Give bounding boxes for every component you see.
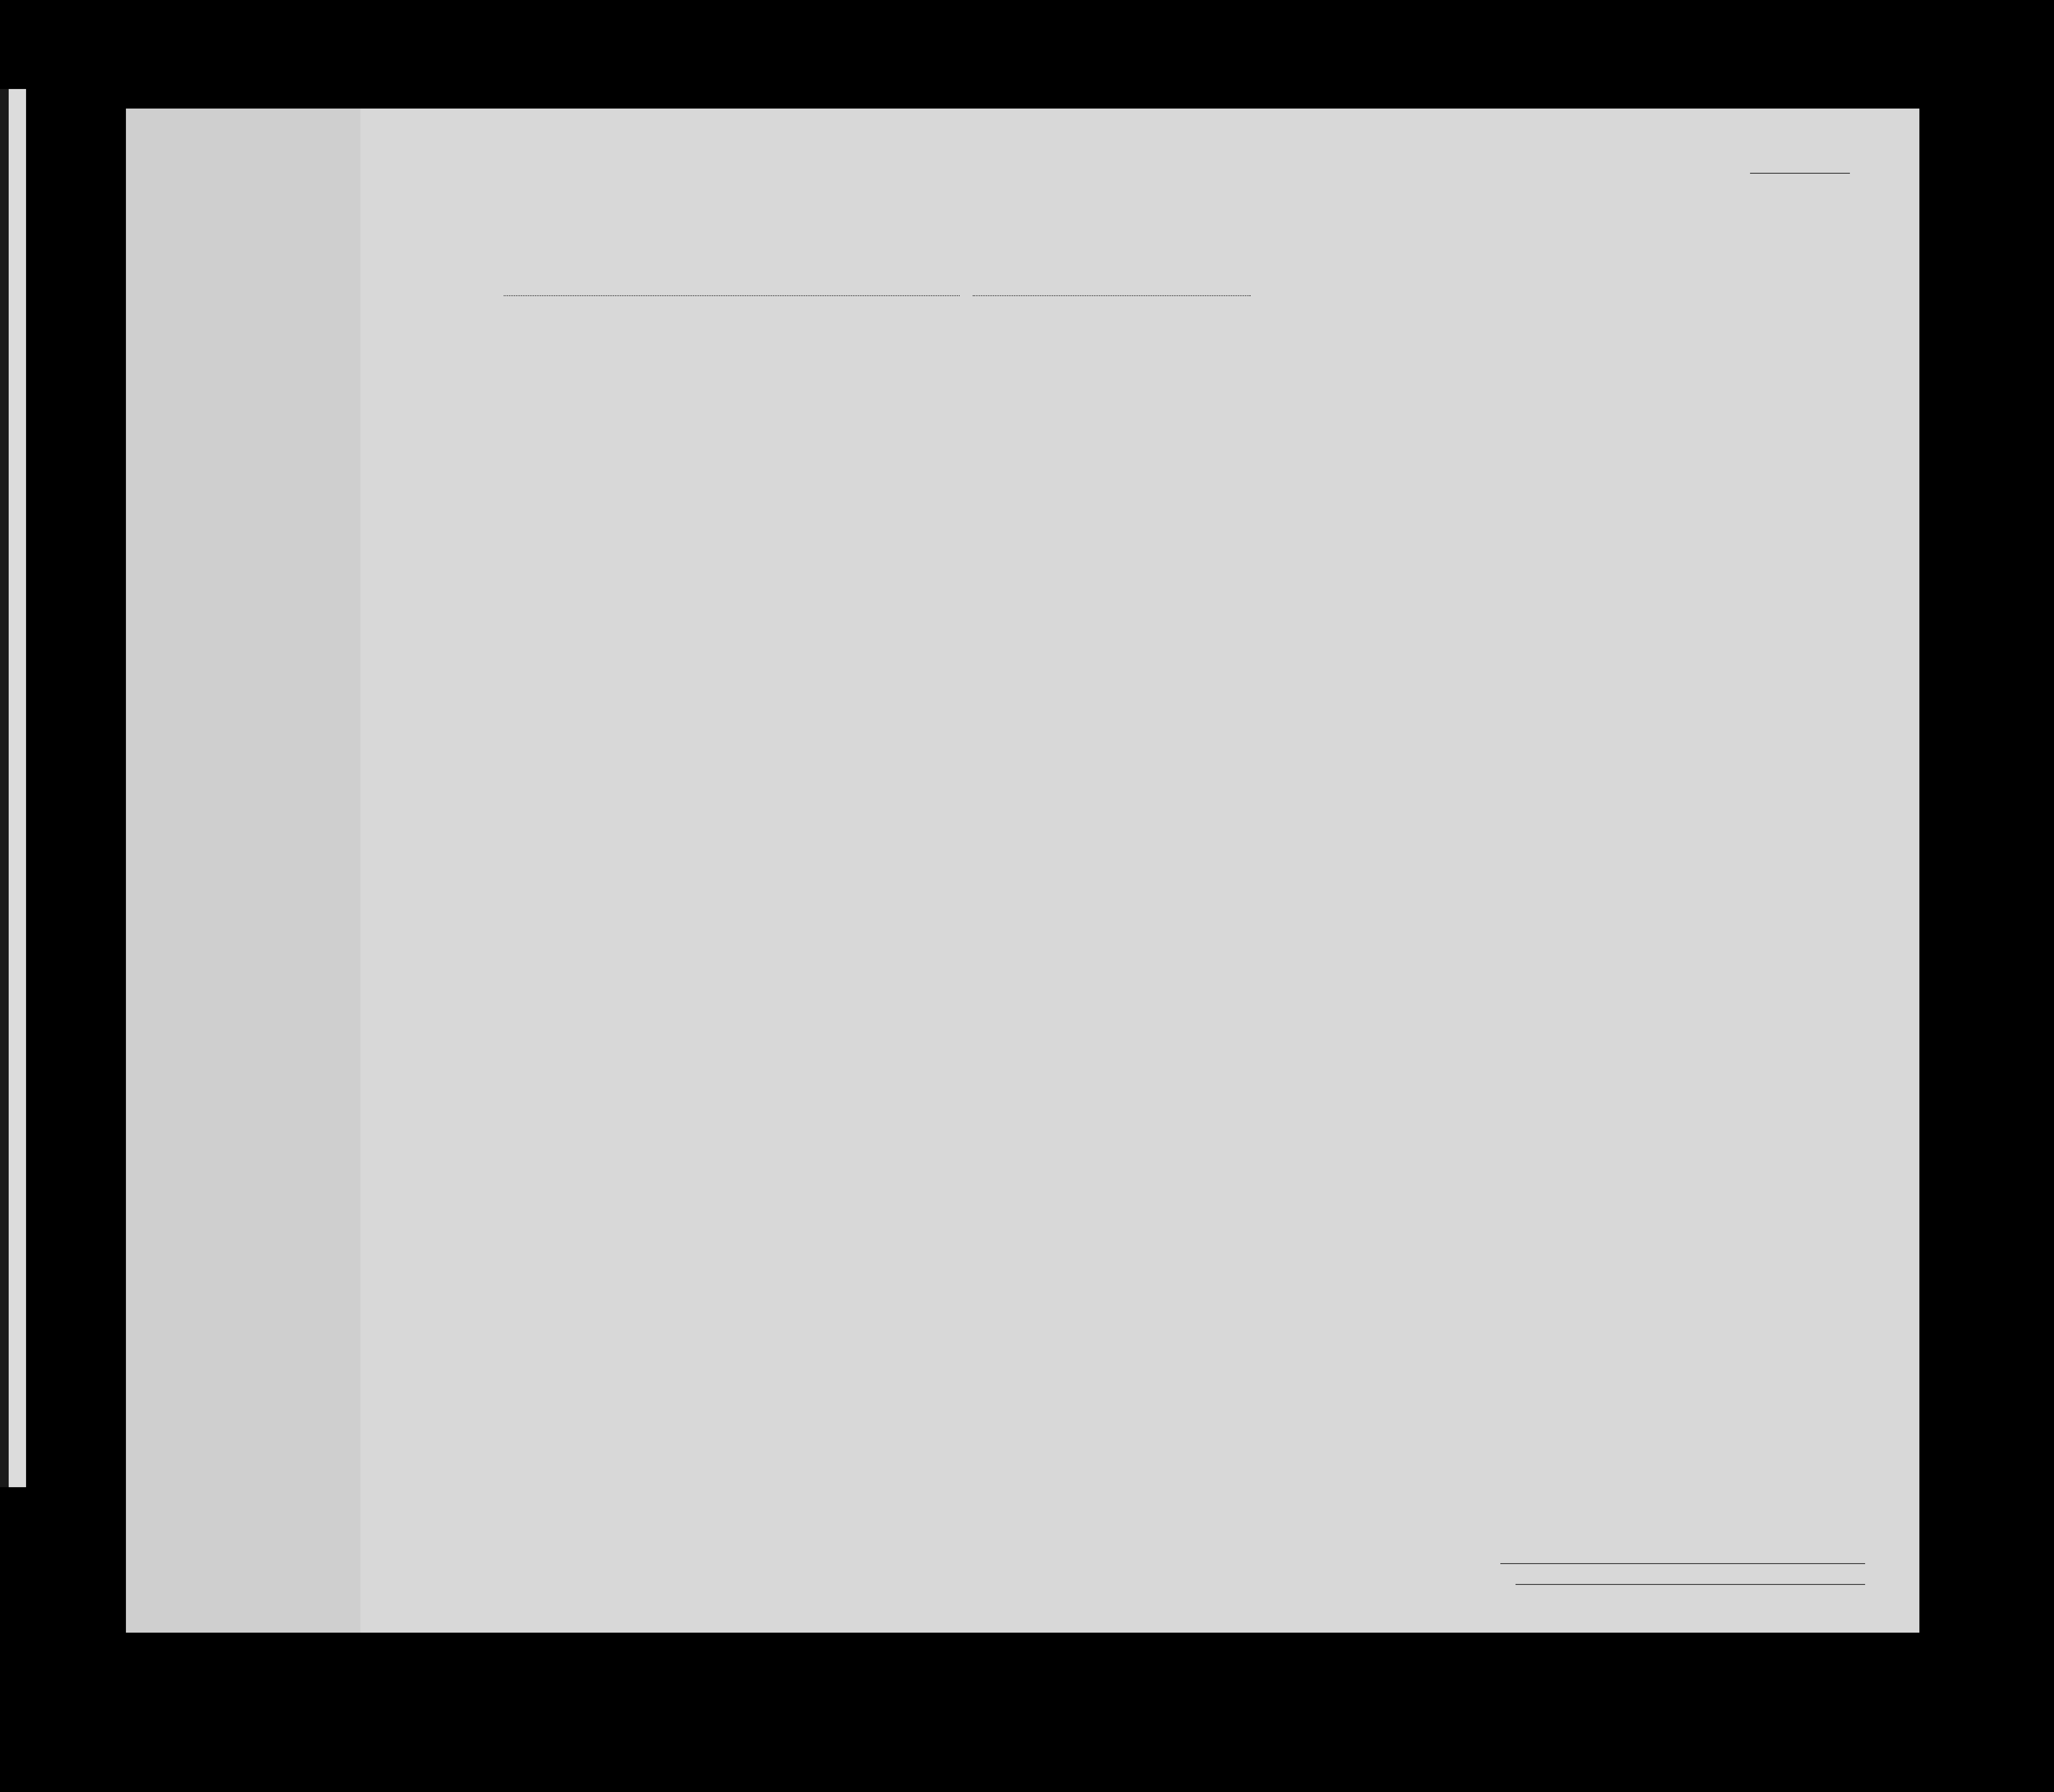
bottom-margin [0, 1633, 2054, 1792]
previous-page-shadow [0, 89, 9, 1487]
left-col-header [126, 360, 161, 369]
date-underline [973, 295, 1251, 296]
port-underline [504, 295, 960, 296]
line-underline [1500, 1563, 1865, 1564]
owners-underline [1516, 1584, 1865, 1585]
list-underline [1750, 173, 1850, 174]
left-page-fragment [126, 109, 360, 1633]
manifest-sheet [126, 109, 1919, 1633]
